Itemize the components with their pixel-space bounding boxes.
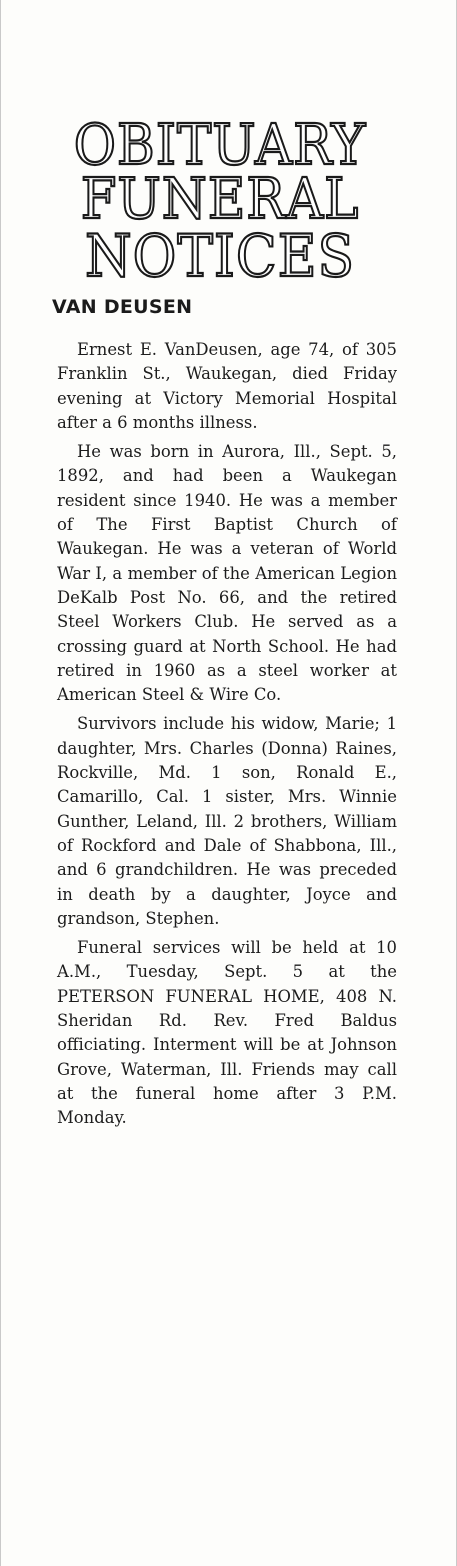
scan-edge-left (0, 0, 1, 1566)
paragraph-funeral-services: Funeral services will be held at 10 A.M., Tuesday, Sept. 5 at the PETERSON FUNERAL HOME, 408 N. Sheridan Rd. Rev. Fred Baldus officiating. Interment will be at Johnson Grove, Waterman, Ill. Friends may call at the funeral home after 3 P.M. Monday. (57, 938, 397, 1128)
heading-obituary: OBITUARY (73, 113, 367, 178)
deceased-name: VAN DEUSEN (52, 296, 193, 318)
paragraph-survivors: Survivors include his widow, Marie; 1 daughter, Mrs. Charles (Donna) Raines, Rockville, Md. 1 son, Ronald E., Camarillo, Cal. 1 sister, Mrs. Winnie Gunther, Leland, Ill. 2 brothers, William of Rockford and Dale of Shabbona, Ill., and 6 grandchildren. He was preceded in death by a daughter, Joyce and grandson, Stephen. (57, 714, 397, 928)
heading-funeral: FUNERAL (80, 167, 360, 232)
paragraph-death-notice: Ernest E. VanDeusen, age 74, of 305 Franklin St., Waukegan, died Friday evening at Victory Memorial Hospital after a 6 months illness. (57, 340, 397, 432)
heading-notices: NOTICES (85, 222, 355, 290)
obituary-body (57, 338, 397, 1136)
paragraph-biography: He was born in Aurora, Ill., Sept. 5, 1892, and had been a Waukegan resident since 1940. He was a member of The First Baptist Church of Waukegan. He was a veteran of World War I, a member of the American Legion DeKalb Post No. 66, and the retired Steel Workers Club. He served as a crossing guard at North School. He had retired in 1960 as a steel worker at American Steel & Wire Co. (57, 442, 397, 705)
